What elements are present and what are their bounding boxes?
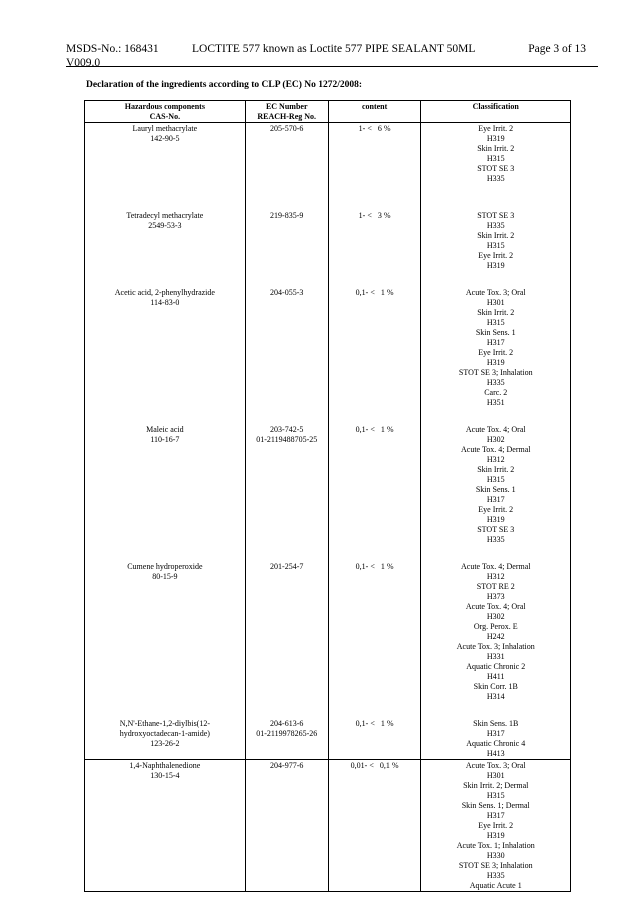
classification-cell-line: H315 [486, 475, 505, 484]
component-cell-line: 80-15-9 [152, 572, 178, 581]
classification-cell-line: H317 [486, 338, 505, 347]
classification-cell-line: H314 [486, 692, 505, 701]
classification-cell [421, 760, 571, 892]
classification-cell-line: STOT SE 3; Inhalation [458, 861, 533, 870]
ec-number-cell-line: 01-2119978265-26 [256, 729, 318, 738]
classification-cell [421, 424, 571, 561]
classification-cell-line: H312 [486, 572, 505, 581]
content-cell-value: 1- < 6 % [358, 124, 391, 133]
classification-cell-line: H317 [486, 811, 505, 820]
component-cell-line: Cumene hydroperoxide [127, 562, 203, 571]
product-name: LOCTITE 577 known as Loctite 577 PIPE SEALANT 50ML [192, 43, 476, 55]
classification-cell-line: Acute Tox. 3; Inhalation [456, 642, 535, 651]
classification-cell-line: H331 [486, 652, 505, 661]
classification-cell-line: Skin Sens. 1B [473, 719, 519, 728]
ec-number-cell-line: 201-254-7 [270, 562, 304, 571]
component-cell [85, 760, 246, 892]
classification-cell-line: H302 [486, 612, 505, 621]
classification-cell-line: H317 [486, 729, 505, 738]
component-cell-line: Maleic acid [146, 425, 184, 434]
content-cell [328, 760, 421, 892]
content-cell [328, 287, 421, 424]
content-cell-value: 0,1- < 1 % [355, 425, 394, 434]
content-cell [328, 561, 421, 718]
classification-cell-line: H315 [486, 791, 505, 800]
component-cell-line: 1,4-Naphthalenedione [129, 761, 201, 770]
page-number: Page 3 of 13 [528, 43, 586, 55]
classification-cell-line: STOT SE 3; Inhalation [458, 368, 533, 377]
header-components: Hazardous components CAS-No. [85, 101, 246, 123]
component-cell-line: Acetic acid, 2-phenylhydrazide [114, 288, 215, 297]
ec-number-cell [245, 561, 328, 718]
ec-number-cell-line: 204-055-3 [270, 288, 304, 297]
component-cell-line: N,N'-Ethane-1,2-diylbis(12- [119, 719, 211, 728]
classification-cell-line: Skin Irrit. 2 [477, 308, 515, 317]
classification-cell-line: H373 [486, 592, 505, 601]
ec-number-cell [245, 760, 328, 892]
classification-cell-line: Acute Tox. 3; Oral [465, 761, 526, 770]
classification-cell-line: H319 [486, 134, 505, 143]
header-divider [66, 66, 598, 67]
classification-cell [421, 718, 571, 760]
classification-cell-line: H319 [486, 261, 505, 270]
table-row [85, 760, 571, 892]
header-content: content [328, 101, 421, 123]
ec-number-cell [245, 287, 328, 424]
table-row [85, 287, 571, 424]
classification-cell-line: H411 [487, 672, 505, 681]
classification-cell-line: H335 [486, 535, 505, 544]
classification-cell-line: Skin Irrit. 2 [477, 465, 515, 474]
ec-number-cell-line: 219-835-9 [270, 211, 304, 220]
classification-cell-line: H319 [486, 358, 505, 367]
ec-number-cell [245, 718, 328, 760]
classification-cell-line: H315 [486, 241, 505, 250]
classification-cell-line: Eye Irrit. 2 [478, 821, 514, 830]
component-cell [85, 561, 246, 718]
component-cell-line: Tetradecyl methacrylate [126, 211, 204, 220]
content-cell [328, 424, 421, 561]
component-cell-line: Lauryl methacrylate [132, 124, 198, 133]
classification-cell-line: H335 [486, 221, 505, 230]
classification-cell-line: Acute Tox. 1; Inhalation [456, 841, 535, 850]
classification-cell-line: H335 [486, 871, 505, 880]
classification-cell-line: H335 [486, 378, 505, 387]
ec-number-cell-line: 01-2119488705-25 [256, 435, 318, 444]
classification-cell-line: STOT SE 3 [477, 525, 515, 534]
classification-cell-line: Skin Sens. 1 [475, 328, 516, 337]
ec-number-cell-line: 204-977-6 [270, 761, 304, 770]
ec-number-cell [245, 210, 328, 287]
classification-cell-line: Skin Irrit. 2; Dermal [463, 781, 529, 790]
ingredients-table [84, 100, 571, 892]
component-cell-line: 110-16-7 [150, 435, 180, 444]
ec-number-cell-line: 203-742-5 [270, 425, 304, 434]
classification-cell-line: H302 [486, 435, 505, 444]
classification-cell-line: Acute Tox. 4; Dermal [460, 445, 531, 454]
classification-cell-line: Aquatic Chronic 4 [466, 739, 526, 748]
header-classification: Classification [421, 101, 571, 123]
component-cell-line: 114-83-0 [150, 298, 180, 307]
classification-cell-line: Acute Tox. 4; Dermal [460, 562, 531, 571]
classification-cell-line: Skin Sens. 1; Dermal [461, 801, 530, 810]
classification-cell-line: Aquatic Chronic 2 [466, 662, 526, 671]
classification-cell-line: H315 [486, 318, 505, 327]
classification-cell-line: Acute Tox. 4; Oral [465, 425, 526, 434]
classification-cell-line: Aquatic Acute 1 [469, 881, 522, 890]
table-header-row [85, 101, 571, 123]
content-cell [328, 123, 421, 211]
component-cell-line: hydroxyoctadecan-1-amide) [119, 729, 210, 738]
component-cell [85, 287, 246, 424]
classification-cell-line: STOT RE 2 [476, 582, 515, 591]
classification-cell [421, 287, 571, 424]
component-cell [85, 718, 246, 760]
content-cell-value: 0,01- < 0,1 % [350, 761, 399, 770]
classification-cell [421, 561, 571, 718]
component-cell-line: 142-90-5 [150, 134, 180, 143]
classification-cell-line: H319 [486, 831, 505, 840]
table-row [85, 561, 571, 718]
classification-cell-line: H330 [486, 851, 505, 860]
classification-cell-line: Eye Irrit. 2 [478, 505, 514, 514]
classification-cell-line: Org. Perox. E [473, 622, 518, 631]
content-cell-value: 0,1- < 1 % [355, 562, 394, 571]
content-cell-value: 1- < 3 % [358, 211, 391, 220]
table-body [85, 123, 571, 892]
table-row [85, 718, 571, 760]
header-ec-number: EC Number REACH-Reg No. [245, 101, 328, 123]
classification-cell-line: Carc. 2 [484, 388, 508, 397]
component-cell [85, 123, 246, 211]
classification-cell-line: H319 [486, 515, 505, 524]
ec-number-cell-line: 204-613-6 [270, 719, 304, 728]
component-cell-line: 123-26-2 [150, 739, 180, 748]
content-cell-value: 0,1- < 1 % [355, 288, 394, 297]
classification-cell-line: Eye Irrit. 2 [478, 251, 514, 260]
component-cell-line: 130-15-4 [150, 771, 180, 780]
classification-cell-line: STOT SE 3 [477, 211, 515, 220]
classification-cell-line: H312 [486, 455, 505, 464]
classification-cell-line: H242 [486, 632, 505, 641]
table-row [85, 123, 571, 211]
classification-cell [421, 123, 571, 211]
classification-cell-line: Acute Tox. 4; Oral [465, 602, 526, 611]
classification-cell-line: Skin Corr. 1B [473, 682, 518, 691]
classification-cell-line: Skin Sens. 1 [475, 485, 516, 494]
content-cell [328, 718, 421, 760]
version-label: V009.0 [66, 57, 101, 69]
classification-cell-line: H301 [486, 771, 505, 780]
classification-cell-line: Skin Irrit. 2 [477, 231, 515, 240]
declaration-title: Declaration of the ingredients according to CLP (EC) No 1272/2008: [86, 80, 363, 90]
classification-cell-line: H351 [486, 398, 505, 407]
classification-cell-line: Eye Irrit. 2 [478, 124, 514, 133]
classification-cell-line: Skin Irrit. 2 [477, 144, 515, 153]
classification-cell-line: H335 [486, 174, 505, 183]
classification-cell-line: H301 [486, 298, 505, 307]
classification-cell-line: H315 [486, 154, 505, 163]
table-row [85, 424, 571, 561]
classification-cell [421, 210, 571, 287]
content-cell [328, 210, 421, 287]
component-cell [85, 210, 246, 287]
ec-number-cell [245, 123, 328, 211]
classification-cell-line: H413 [486, 749, 505, 758]
classification-cell-line: STOT SE 3 [477, 164, 515, 173]
content-cell-value: 0,1- < 1 % [355, 719, 394, 728]
ec-number-cell-line: 205-570-6 [270, 124, 304, 133]
component-cell-line: 2549-53-3 [148, 221, 182, 230]
classification-cell-line: Acute Tox. 3; Oral [465, 288, 526, 297]
msds-number: MSDS-No.: 168431 [66, 43, 159, 55]
classification-cell-line: Eye Irrit. 2 [478, 348, 514, 357]
ec-number-cell [245, 424, 328, 561]
component-cell [85, 424, 246, 561]
table-row [85, 210, 571, 287]
classification-cell-line: H317 [486, 495, 505, 504]
